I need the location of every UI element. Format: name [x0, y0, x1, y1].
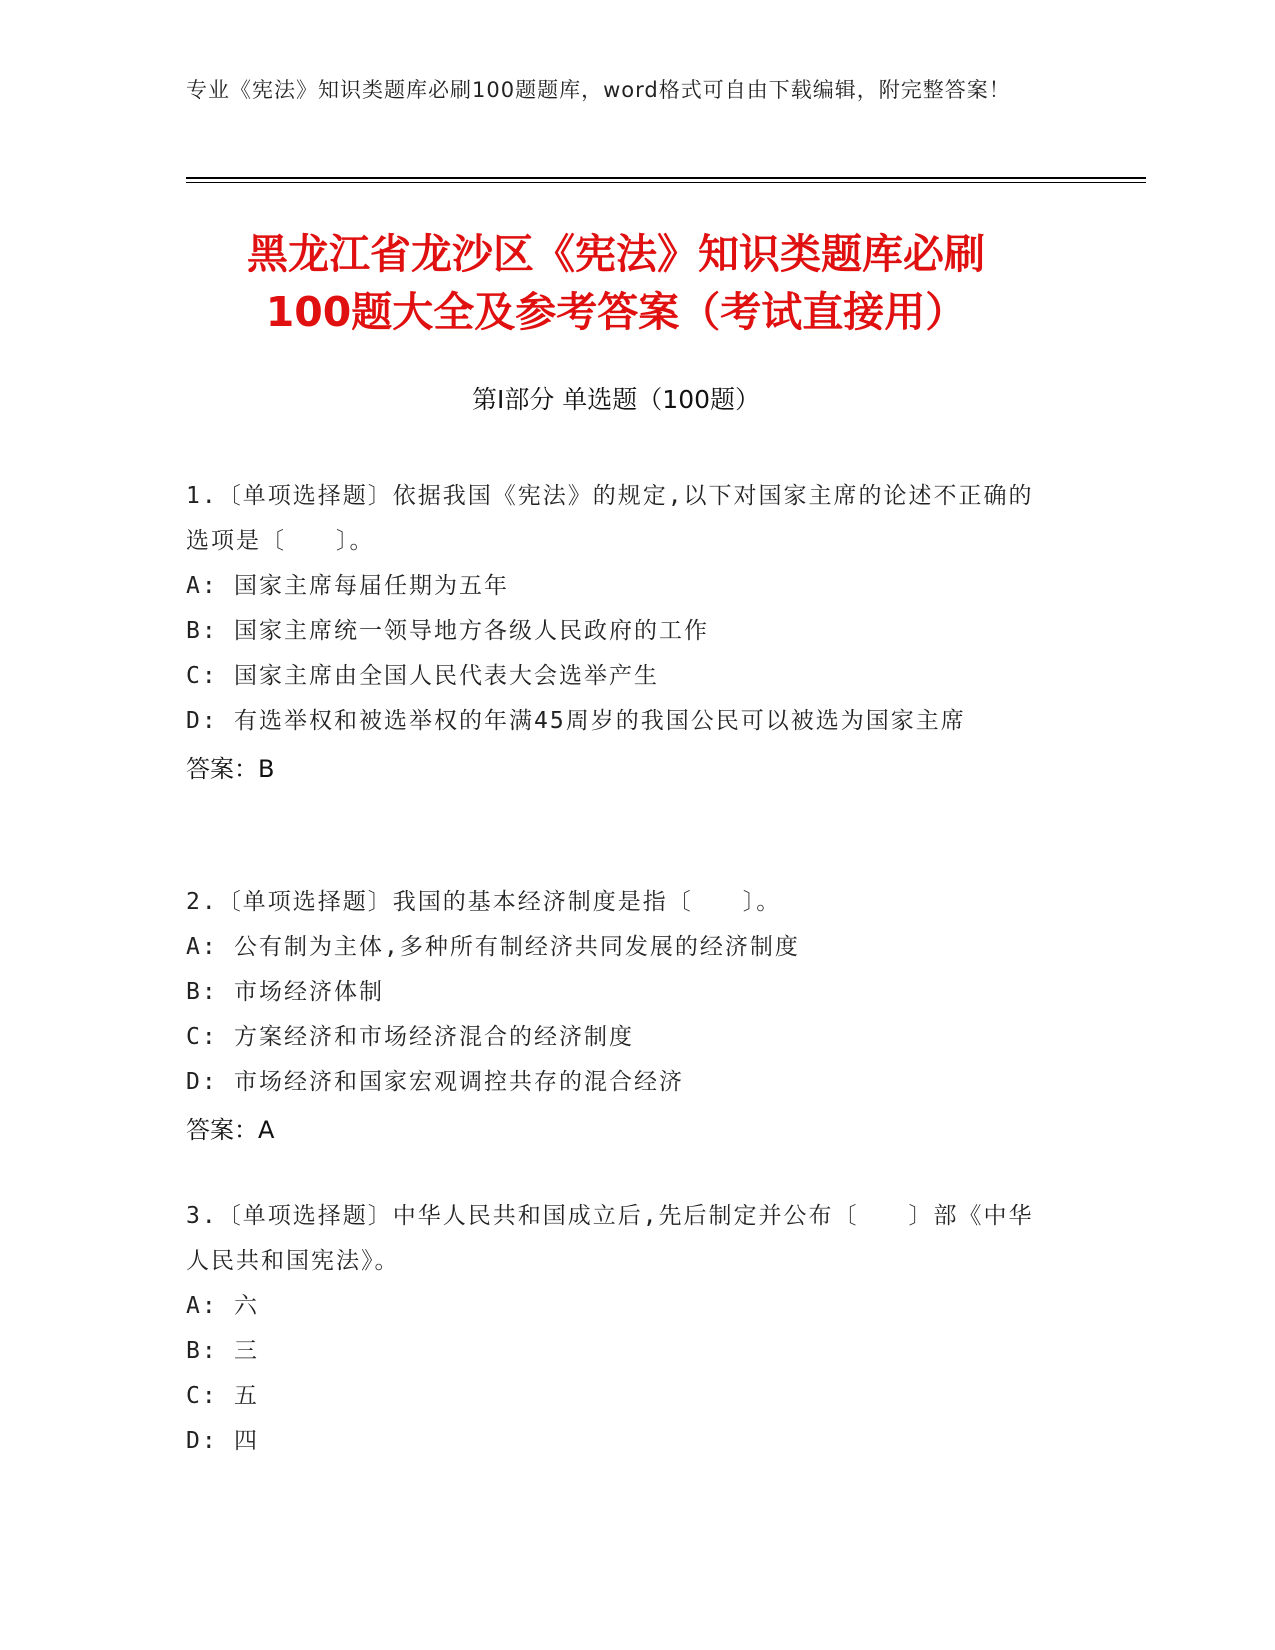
option-d	[186, 1060, 1066, 1105]
option-text: 方案经济和市场经济混合的经济制度	[234, 1024, 634, 1050]
option-letter: C:	[186, 1024, 218, 1050]
option-text: 五	[234, 1383, 259, 1409]
option-letter: A:	[186, 573, 218, 599]
question-stem: 2.〔单项选择题〕我国的基本经济制度是指〔 〕。	[186, 889, 782, 915]
header-note: 专业《宪法》知识类题库必刷100题题库，word格式可自由下载编辑，附完整答案！	[186, 78, 1011, 102]
option-letter: D:	[186, 1069, 218, 1095]
option-letter: B:	[186, 618, 218, 644]
section-title: 第I部分 单选题（100题）	[471, 385, 761, 414]
option-d	[186, 1419, 1066, 1464]
question-1	[186, 474, 1066, 792]
option-text: 六	[234, 1293, 259, 1319]
option-text: 有选举权和被选举权的年满45周岁的我国公民可以被选为国家主席	[234, 708, 966, 734]
option-b	[186, 970, 1066, 1015]
option-text: 三	[234, 1338, 259, 1364]
option-text: 四	[234, 1428, 259, 1454]
document-title-line-1: 黑龙江省龙沙区《宪法》知识类题库必刷	[247, 230, 985, 278]
option-b	[186, 609, 1066, 654]
option-letter: B:	[186, 1338, 218, 1364]
option-letter: C:	[186, 663, 218, 689]
option-c	[186, 1015, 1066, 1060]
question-stem: 1.〔单项选择题〕依据我国《宪法》的规定,以下对国家主席的论述不正确的选项是〔 〕。	[186, 483, 1034, 554]
question-stem: 3.〔单项选择题〕中华人民共和国成立后,先后制定并公布〔 〕部《中华人民共和国宪法》。	[186, 1203, 1034, 1274]
option-letter: B:	[186, 979, 218, 1005]
option-text: 市场经济和国家宏观调控共存的混合经济	[234, 1069, 684, 1095]
option-a	[186, 564, 1066, 609]
question-2	[186, 880, 1066, 1153]
header-rule-thin	[186, 182, 1146, 183]
option-b	[186, 1329, 1066, 1374]
option-text: 国家主席由全国人民代表大会选举产生	[234, 663, 659, 689]
document-title	[186, 225, 1046, 341]
answer-label: 答案：A	[186, 1116, 275, 1144]
option-letter: D:	[186, 708, 218, 734]
option-letter: D:	[186, 1428, 218, 1454]
option-c	[186, 654, 1066, 699]
option-text: 公有制为主体,多种所有制经济共同发展的经济制度	[234, 934, 800, 960]
option-text: 市场经济体制	[234, 979, 384, 1005]
option-letter: A:	[186, 1293, 218, 1319]
option-letter: C:	[186, 1383, 218, 1409]
option-d	[186, 699, 1066, 744]
answer-label: 答案：B	[186, 755, 275, 783]
option-text: 国家主席统一领导地方各级人民政府的工作	[234, 618, 709, 644]
document-title-line-2: 100题大全及参考答案（考试直接用）	[265, 288, 967, 336]
header-rule-thick	[186, 177, 1146, 179]
question-3	[186, 1194, 1066, 1464]
option-a	[186, 925, 1066, 970]
option-text: 国家主席每届任期为五年	[234, 573, 509, 599]
option-a	[186, 1284, 1066, 1329]
option-letter: A:	[186, 934, 218, 960]
option-c	[186, 1374, 1066, 1419]
